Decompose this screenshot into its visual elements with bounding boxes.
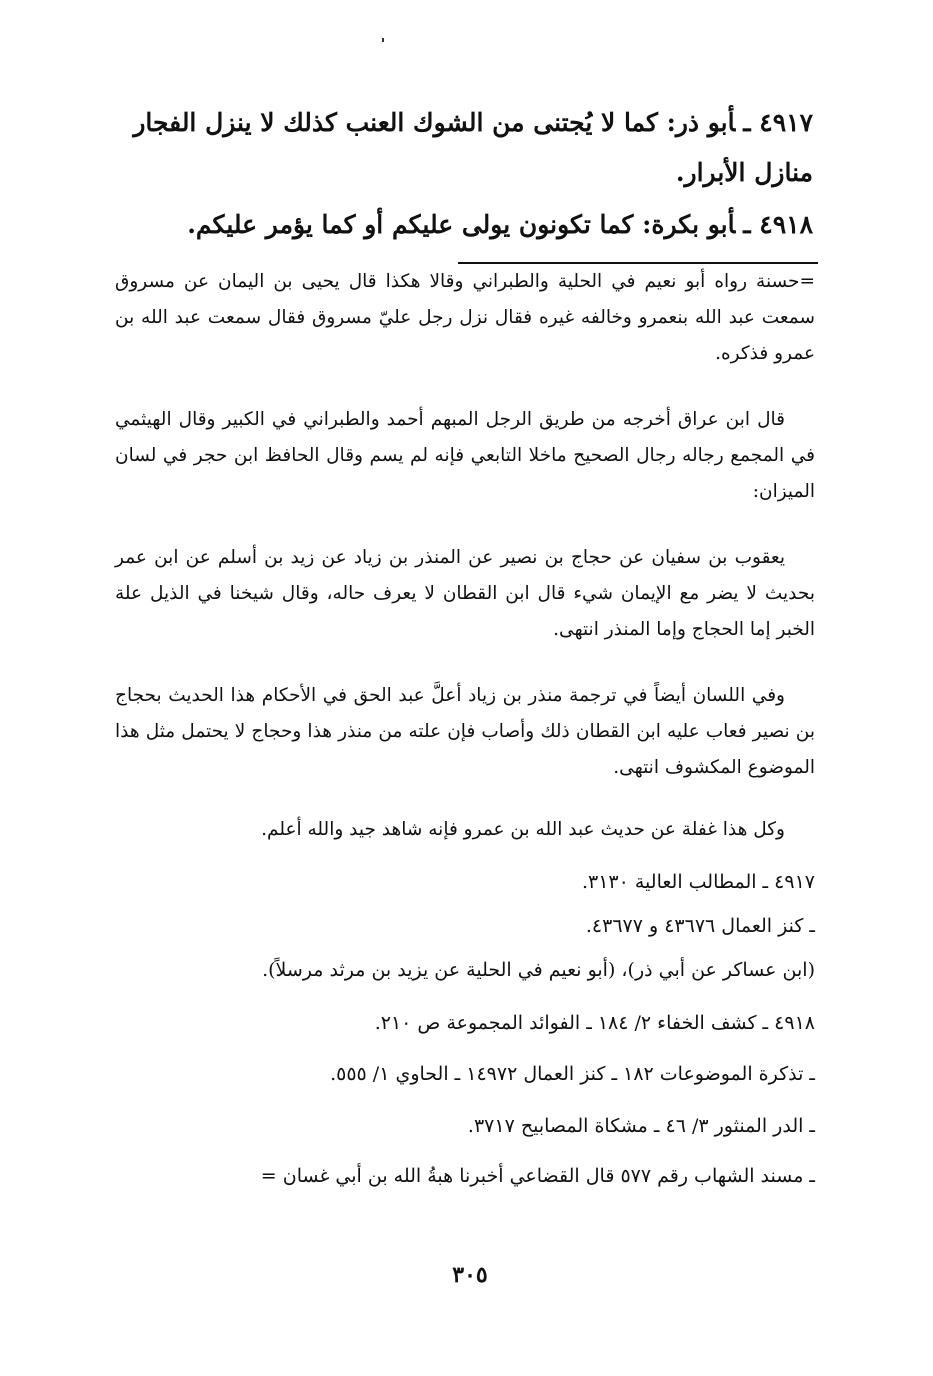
hadith-text: أبو بكرة: كما تكونون يولى عليكم أو كما يؤمر عليكم. xyxy=(187,210,736,239)
source-line: ـ الدر المنثور ٣/ ٤٦ ـ مشكاة المصابيح ٣٧١٧. xyxy=(467,1115,815,1137)
source-line: ـ تذكرة الموضوعات ١٨٢ ـ كنز العمال ١٤٩٧٢ ـ الحاوي ١/ ٥٥٥. xyxy=(330,1063,815,1085)
footnote-paragraph: =حسنة رواه أبو نعيم في الحلية والطبراني وقالا هكذا قال يحيى بن اليمان عن مسروق سمعت عبد الله بنعمرو وخالفه غيره فقال نزل رجل عليّ مسروق فقال سمعت عبد الله بن عمرو فذكره. xyxy=(115,271,815,364)
footnote-paragraph: وفي اللسان أيضاً في ترجمة منذر بن زياد أعلَّ عبد الحق في الأحكام هذا الحديث بحجاج بن نصير فعاب عليه ابن القطان ذلك وأصاب فإن علته من منذر هذا وحجاج لا يحتمل مثل هذا الموضوع المكشوف انتهى. xyxy=(115,685,815,778)
source-line: ٤٩١٨ ـ كشف الخفاء ٢/ ١٨٤ ـ الفوائد المجموعة ص ٢١٠. xyxy=(374,1012,815,1034)
footnote-paragraph: قال ابن عراق أخرجه من طريق الرجل المبهم أحمد والطبراني في الكبير وقال الهيثمي في المجمع رجاله رجال الصحيح ماخلا التابعي فإنه لم يسم وقال الحافظ ابن حجر في لسان الميزان: xyxy=(115,409,815,502)
print-speck xyxy=(382,38,384,42)
hadith-number: ٤٩١٨ ـ xyxy=(743,210,813,239)
footnote-paragraph: يعقوب بن سفيان عن حجاج بن نصير عن المنذر بن زياد عن زيد بن أسلم عن ابن عمر بحديث لا يضر مع الإيمان شيء قال ابن القطان لا يعرف حاله، وقال شيخنا في الذيل علة الخبر إما الحجاج وإما المنذر انتهى. xyxy=(115,547,815,640)
source-line: ـ كنز العمال ٤٣٦٧٦ و ٤٣٦٧٧. xyxy=(585,915,815,937)
hadith-4918 xyxy=(123,200,813,250)
hadith-number: ٤٩١٧ ـ xyxy=(743,108,813,137)
source-line: ٤٩١٧ ـ المطالب العالية ٣١٣٠. xyxy=(581,871,815,893)
source-line: (ابن عساكر عن أبي ذر)، (أبو نعيم في الحلية عن يزيد بن مرثد مرسلاً). xyxy=(262,959,815,981)
source-line: ـ مسند الشهاب رقم ٥٧٧ قال القضاعي أخبرنا هبةُ الله بن أبي غسان = xyxy=(260,1165,815,1187)
hadith-text: أبو ذر: كما لا يُجتنى من الشوك العنب كذلك لا ينزل الفجار منازل الأبرار. xyxy=(133,108,813,187)
page-number: ٣٠٥ xyxy=(452,1262,488,1288)
hadith-4917 xyxy=(123,98,813,198)
footnote-paragraph: وكل هذا غفلة عن حديث عبد الله بن عمرو فإنه شاهد جيد والله أعلم. xyxy=(261,819,785,840)
